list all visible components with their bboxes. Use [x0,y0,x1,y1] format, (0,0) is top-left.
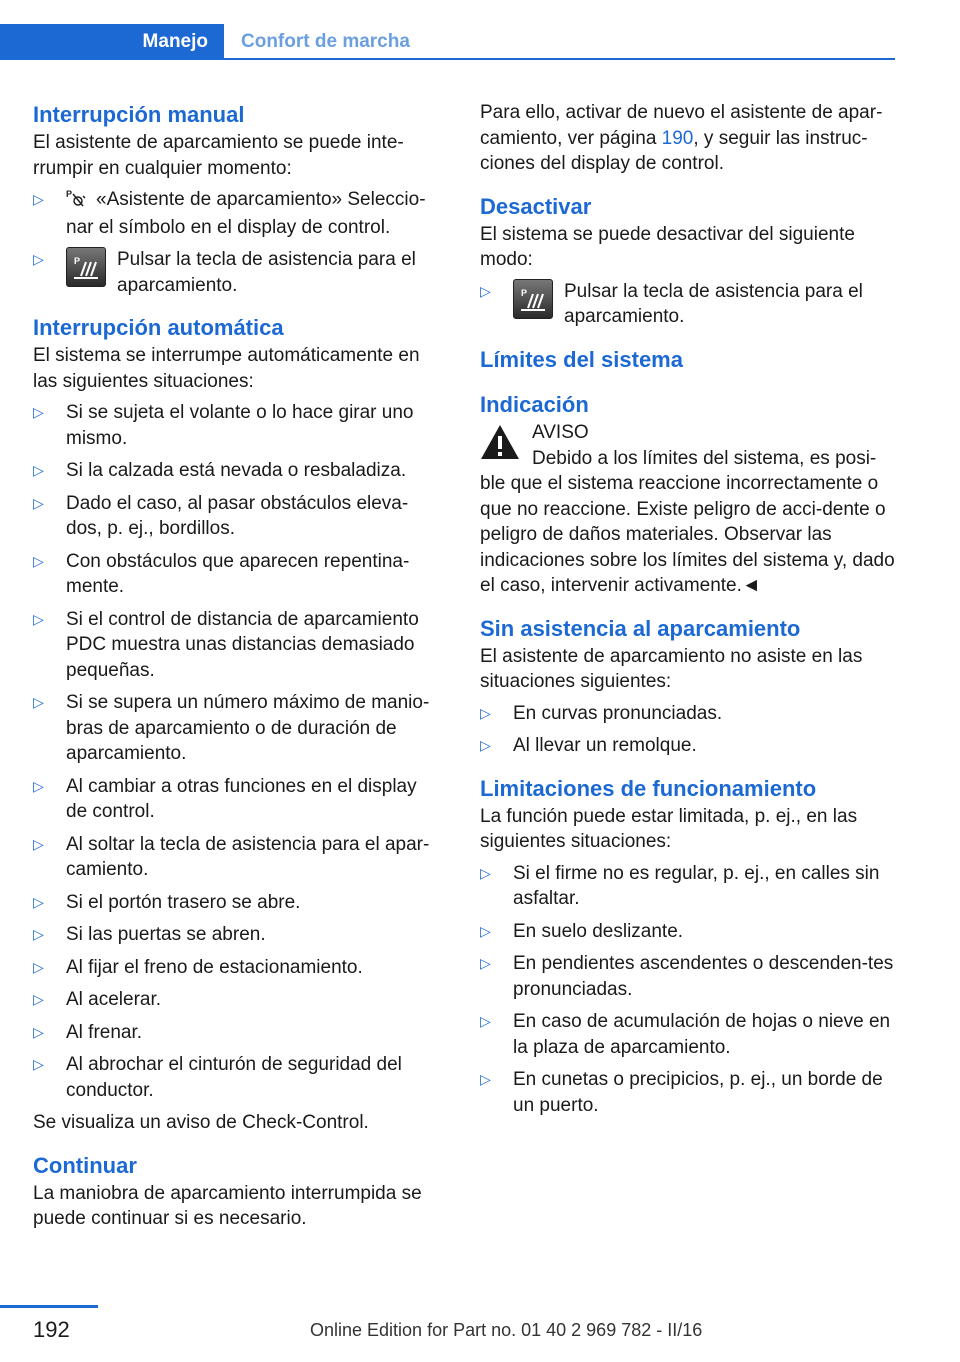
tab-manejo[interactable]: Manejo [0,24,224,60]
triangle-bullet-icon: ▷ [33,404,44,420]
list-item: ▷ En pendientes ascendentes o descenden-tes pronunciadas. [480,953,894,1000]
list-item: ▷ Al abrochar el cinturón de seguridad del conductor. [33,1054,402,1101]
heading-sin-asistencia: Sin asistencia al aparcamiento [480,615,801,641]
list-sin-asistencia [480,701,896,759]
triangle-bullet-icon: ▷ [33,610,44,627]
triangle-bullet-icon: ▷ [480,1013,491,1029]
header-tabs [0,24,895,62]
warning-title: AVISO [532,421,589,443]
triangle-bullet-icon: ▷ [33,251,44,267]
list-item: ▷ Si se supera un número máximo de manio-bras de aparcamiento o de duración de aparcamiento. [33,692,430,764]
list-automatica [33,400,443,1103]
paragraph: El asistente de aparcamiento no asiste en las situaciones siguientes: [480,645,863,692]
triangle-bullet-icon: ▷ [33,991,44,1007]
triangle-bullet-icon: ▷ [33,191,44,207]
triangle-bullet-icon: ▷ [33,835,44,852]
svg-text:P: P [74,256,81,266]
triangle-bullet-icon: ▷ [33,926,44,942]
paragraph: La función puede estar limitada, p. ej., en las siguientes situaciones: [480,805,858,852]
triangle-bullet-icon: ▷ [33,777,44,794]
footer-edition: Online Edition for Part no. 01 40 2 969 782 - II/16 [310,1320,703,1340]
warning-box [480,420,896,464]
right-column [480,100,896,1125]
list-item: ▷ Al frenar. [33,1020,443,1046]
left-column [33,100,443,1232]
heading-continuar: Continuar [33,1152,137,1178]
list-item: ▷ En caso de acumulación de hojas o nieve en la plaza de aparcamiento. [480,1011,891,1058]
list-item: ▷ Si el control de distancia de aparcamiento PDC muestra unas distancias demasiado pequeñas. [33,608,419,681]
footer-rule [0,1305,98,1308]
heading-interrupcion-automatica: Interrupción automática [33,315,284,340]
warning-text: Debido a los límites del sistema, es posi-ble que el sistema reaccione incorrectamente o que no reaccione. Existe peligro de acci-dente o peligro de daños materiales. Observar las indicaciones sobre los límites del sistema y, dado el caso, intervenir activamente.◄ [480,447,895,596]
warning-triangle-icon [480,424,520,465]
triangle-bullet-icon: ▷ [33,1023,44,1040]
list-item: ▷ Al cambiar a otras funciones en el display de control. [33,775,417,822]
triangle-bullet-icon: ▷ [33,494,44,511]
list-item: ▷ P Pulsar la tecla de asistencia para el aparcamiento. [33,249,416,296]
svg-text:P: P [66,189,73,199]
heading-limitaciones: Limitaciones de funcionamiento [480,775,817,801]
list-item: ▷ Si el firme no es regular, p. ej., en calles sin asfaltar. [480,862,880,909]
tab-confort-de-marcha[interactable]: Confort de marcha [241,31,410,52]
triangle-bullet-icon: ▷ [33,958,44,975]
paragraph: El sistema se interrumpe automáticamente en las siguientes situaciones: [33,345,420,392]
heading-desactivar: Desactivar [480,193,592,219]
list-manual [33,187,443,298]
park-assist-icon [66,189,86,215]
list-item: ▷ Dado el caso, al pasar obstáculos eleva-dos, p. ej., bordillos. [33,492,409,539]
list-item: ▷ P «Asistente de aparcamiento» Seleccio-nar el símbolo en el display de control. [33,189,426,238]
paragraph: El sistema se puede desactivar del siguiente modo: [480,223,855,270]
paragraph: Se visualiza un aviso de Check-Control. [33,1112,369,1133]
list-item: ▷ Si se sujeta el volante o lo hace girar uno mismo. [33,402,414,449]
heading-interrupcion-manual: Interrupción manual [33,102,245,127]
triangle-bullet-icon: ▷ [480,282,491,299]
triangle-bullet-icon: ▷ [480,1071,491,1087]
list-desactivar [480,279,896,330]
list-item: ▷ Con obstáculos que aparecen repentina-mente. [33,550,410,597]
triangle-bullet-icon: ▷ [33,1056,44,1072]
triangle-bullet-icon: ▷ [480,955,491,971]
park-assist-key-icon [66,247,106,287]
triangle-bullet-icon: ▷ [480,864,491,881]
triangle-bullet-icon: ▷ [480,737,491,753]
list-limitaciones [480,861,896,1119]
svg-text:P: P [521,287,528,298]
triangle-bullet-icon: ▷ [33,462,44,478]
heading-limites-del-sistema: Límites del sistema [480,346,683,372]
page-link[interactable]: 190 [661,127,694,149]
paragraph: Para ello, activar de nuevo el asistente de apar-camiento, ver página 190, y seguir las instruc-ciones del display de control. [480,102,883,174]
list-item: ▷ Al fijar el freno de estacionamiento. [33,955,443,981]
list-item: ▷ Si el portón trasero se abre. [33,890,443,916]
list-item: ▷ En suelo deslizante. [480,919,896,945]
triangle-bullet-icon: ▷ [33,893,44,910]
list-item: ▷ Si las puertas se abren. [33,922,443,948]
park-assist-key-icon [513,279,553,319]
triangle-bullet-icon: ▷ [480,922,491,939]
list-item: ▷ Al acelerar. [33,987,443,1013]
page-number: 192 [33,1317,70,1342]
list-item: ▷ En cunetas o precipicios, p. ej., un borde de un puerto. [480,1069,883,1116]
paragraph: La maniobra de aparcamiento interrumpida se puede continuar si es necesario. [33,1182,422,1229]
paragraph: El asistente de aparcamiento se puede inte-rrumpir en cualquier momento: [33,132,404,179]
triangle-bullet-icon: ▷ [33,552,44,569]
list-item: ▷ En curvas pronunciadas. [480,701,896,727]
triangle-bullet-icon: ▷ [33,694,44,710]
heading-indicacion: Indicación [480,391,589,417]
list-item: ▷ Si la calzada está nevada o resbaladiza. [33,458,443,484]
list-item: ▷ Al llevar un remolque. [480,733,896,759]
triangle-bullet-icon: ▷ [480,704,491,721]
header-rule [224,58,895,60]
list-item: ▷ P Pulsar la tecla de asistencia para el aparcamiento. [480,280,863,327]
list-item: ▷ Al soltar la tecla de asistencia para el apar-camiento. [33,833,430,880]
